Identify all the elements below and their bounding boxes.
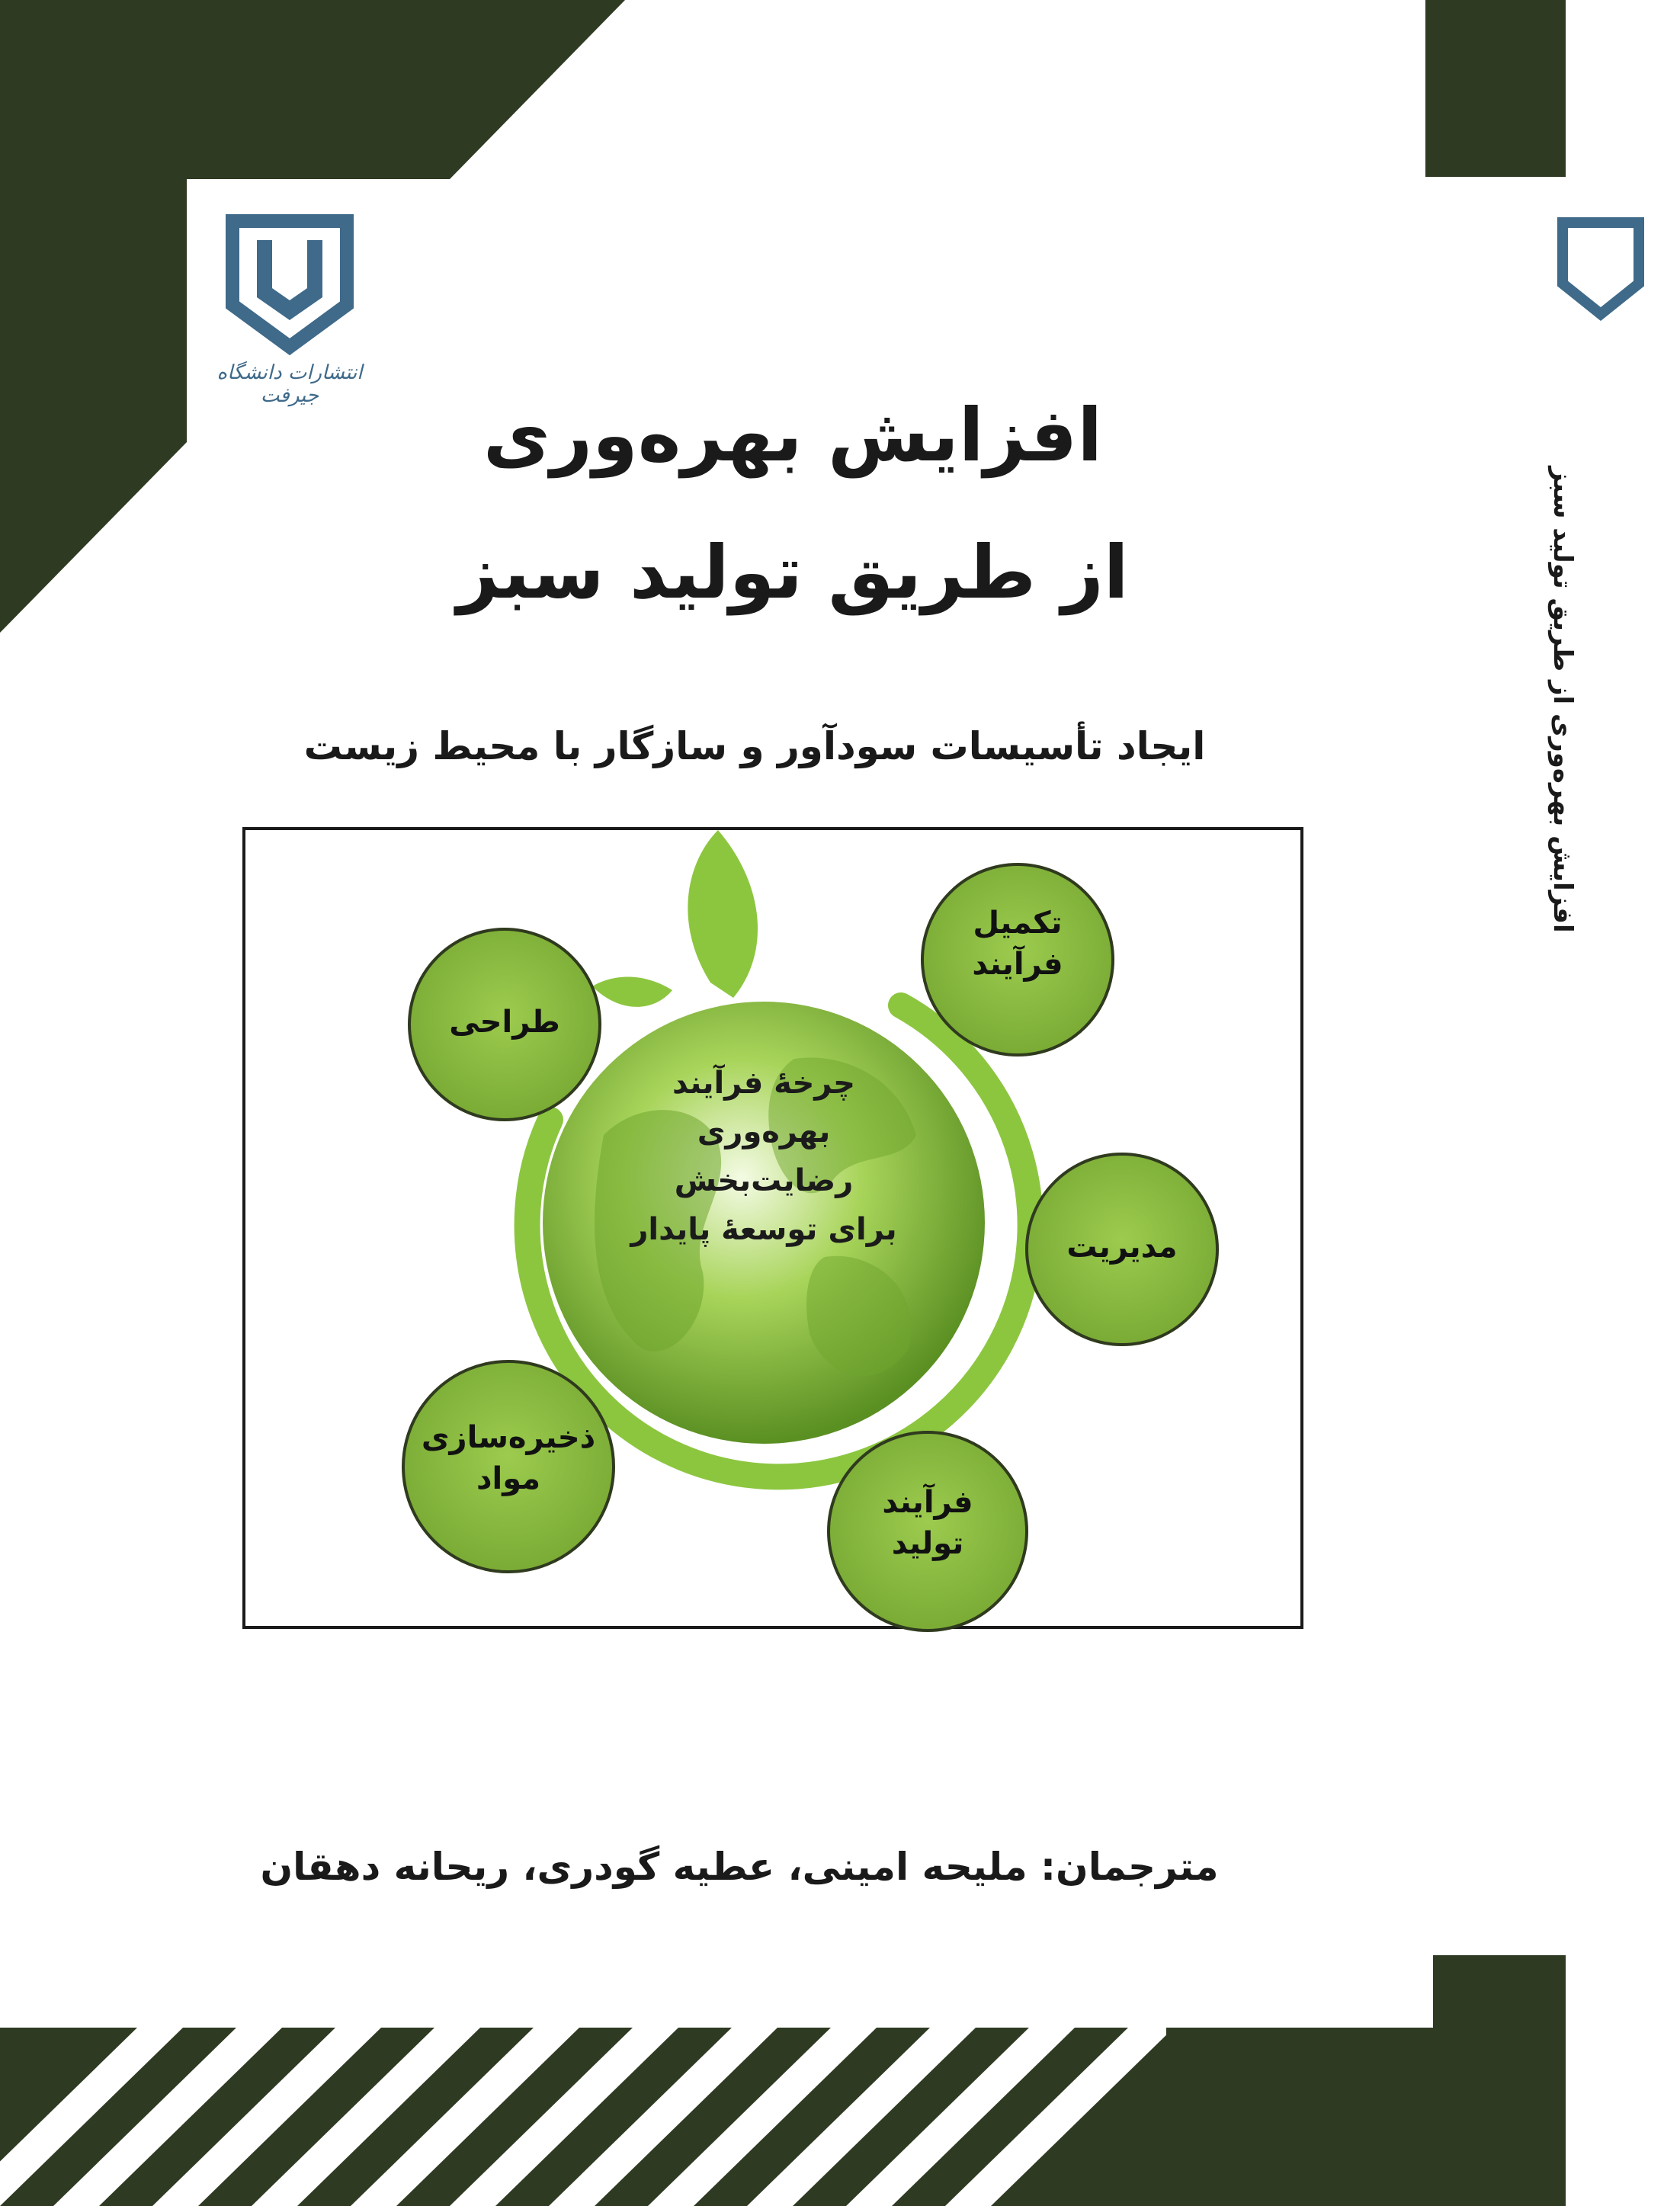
globe-line2: بهره‌وری	[697, 1114, 831, 1149]
book-shield-icon	[210, 213, 370, 358]
translators-line: مترجمان: ملیحه امینی، عطیه گودری، ریحانه دهقان	[260, 1845, 1219, 1889]
globe-text	[611, 1059, 916, 1254]
publisher-logo	[210, 213, 370, 412]
node-left-bottom-line1: ذخیره‌سازی	[421, 1420, 596, 1455]
spine-logo-icon	[1547, 215, 1680, 329]
node-left-bottom-line2: مواد	[476, 1461, 541, 1496]
node-label-right	[1031, 1226, 1214, 1268]
spine-title: افزایش بهره‌وری از طریق تولید سبز	[1547, 467, 1578, 933]
node-label-bottom-right	[832, 1482, 1023, 1564]
globe-line3: رضایت‌بخش	[674, 1163, 854, 1198]
node-right-line1: مدیریت	[1066, 1230, 1178, 1265]
globe-line4: برای توسعهٔ پایدار	[630, 1212, 897, 1247]
globe-line1: چرخهٔ فرآیند	[672, 1066, 855, 1101]
diagram-frame	[242, 827, 1303, 1629]
node-top-right-line2: فرآیند	[972, 947, 1063, 982]
book-subtitle: ایجاد تأسیسات سودآور و سازگار با محیط زیست	[303, 724, 1206, 768]
spine-top-block	[1425, 0, 1566, 177]
book-title-line1: افزایش بهره‌وری	[483, 393, 1103, 478]
node-left-top-line1: طراحی	[449, 1005, 560, 1040]
node-bottom-right-line1: فرآیند	[882, 1485, 973, 1520]
spine-bottom-block	[1433, 1955, 1566, 2206]
logo-caption: انتشارات دانشگاه جیرفت	[216, 361, 363, 407]
small-leaf-icon	[592, 977, 672, 1007]
node-label-top-right	[926, 903, 1109, 985]
leaf-icon	[688, 830, 758, 998]
node-label-left-top	[413, 1002, 596, 1043]
node-top-right-line1: تکمیل	[973, 906, 1063, 941]
book-title-line2: از طریق تولید سبز	[457, 530, 1129, 615]
spine	[1433, 177, 1578, 1955]
node-bottom-right-line2: تولید	[891, 1526, 964, 1561]
node-label-left-bottom	[406, 1417, 611, 1499]
